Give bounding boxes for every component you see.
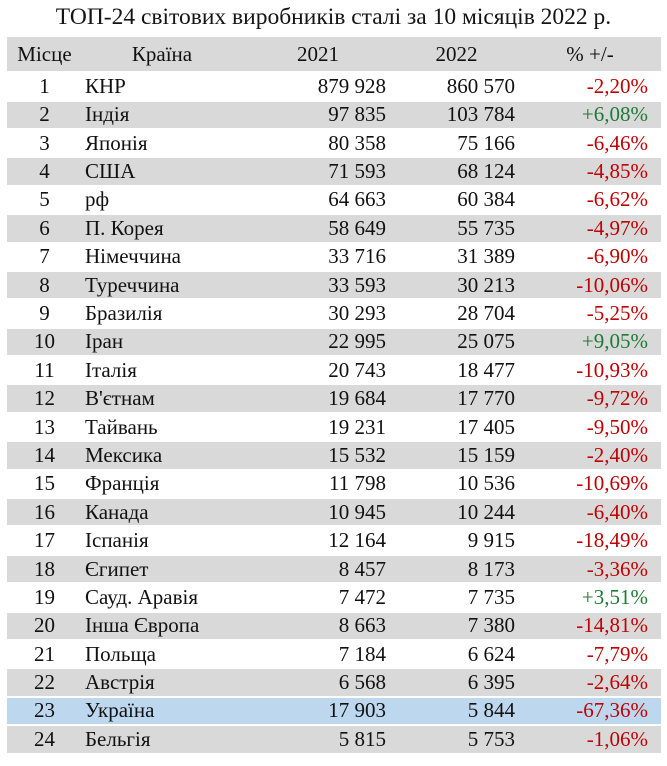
percent-change-cell: +6,08% bbox=[519, 102, 661, 128]
country-cell: Мексика bbox=[82, 442, 242, 468]
country-cell: Франція bbox=[85, 471, 160, 496]
table-row bbox=[7, 641, 661, 667]
value-2022-cell: 28 704 bbox=[457, 301, 515, 325]
value-2022-cell: 68 124 bbox=[394, 158, 519, 184]
place-cell: 23 bbox=[7, 698, 82, 724]
value-2021-cell: 8 457 bbox=[242, 556, 394, 582]
place-cell: 15 bbox=[34, 471, 55, 496]
table-row bbox=[7, 584, 661, 610]
table-row bbox=[7, 442, 661, 468]
place-cell: 4 bbox=[7, 158, 82, 184]
value-2022-cell: 860 570 bbox=[446, 73, 515, 98]
percent-change-cell: -7,79% bbox=[586, 641, 648, 666]
value-2022-cell: 9 915 bbox=[467, 528, 515, 553]
percent-change-cell: -4,85% bbox=[519, 158, 661, 184]
percent-change-cell: -5,25% bbox=[586, 301, 648, 325]
value-2021-cell: 22 995 bbox=[242, 329, 394, 355]
table-row bbox=[7, 215, 661, 241]
country-cell: Італія bbox=[85, 357, 137, 382]
table-body bbox=[7, 73, 661, 752]
value-2022-cell: 7 735 bbox=[467, 584, 515, 609]
table-row bbox=[7, 244, 661, 270]
percent-change-cell: -9,50% bbox=[586, 414, 648, 439]
table-row bbox=[7, 187, 661, 213]
column-header-place: Місце bbox=[7, 37, 82, 71]
table-row bbox=[7, 102, 661, 128]
country-cell: Туреччина bbox=[82, 272, 242, 298]
value-2022-cell: 5 753 bbox=[394, 726, 519, 752]
table-row bbox=[7, 669, 661, 695]
country-cell: Бразилія bbox=[85, 301, 163, 325]
value-2022-cell: 103 784 bbox=[394, 102, 519, 128]
country-cell: Німеччина bbox=[85, 244, 182, 269]
country-cell: Сауд. Аравія bbox=[85, 584, 199, 609]
table-row bbox=[7, 130, 661, 156]
value-2022-cell: 60 384 bbox=[457, 187, 515, 212]
table-row bbox=[7, 300, 661, 326]
table-row bbox=[7, 471, 661, 497]
place-cell: 17 bbox=[34, 528, 55, 553]
column-header-country: Країна bbox=[82, 37, 242, 71]
value-2022-cell: 8 173 bbox=[394, 556, 519, 582]
country-cell: П. Корея bbox=[82, 215, 242, 241]
place-cell: 2 bbox=[7, 102, 82, 128]
table-row bbox=[7, 527, 661, 553]
column-header-pct: % +/- bbox=[519, 37, 661, 71]
table-row bbox=[7, 499, 661, 525]
value-2022-cell: 17 770 bbox=[394, 385, 519, 411]
table-header bbox=[7, 37, 661, 71]
percent-change-cell: -2,20% bbox=[586, 73, 648, 98]
percent-change-cell: -4,97% bbox=[519, 215, 661, 241]
place-cell: 21 bbox=[34, 641, 55, 666]
value-2022-cell: 30 213 bbox=[394, 272, 519, 298]
place-cell: 3 bbox=[39, 130, 50, 155]
country-cell: Єгипет bbox=[82, 556, 242, 582]
percent-change-cell: -18,49% bbox=[576, 528, 648, 553]
value-2021-cell: 7 472 bbox=[338, 584, 386, 609]
place-cell: 22 bbox=[7, 669, 82, 695]
value-2022-cell: 7 380 bbox=[394, 613, 519, 639]
value-2021-cell: 5 815 bbox=[242, 726, 394, 752]
table-row bbox=[7, 556, 661, 582]
country-cell: Іран bbox=[82, 329, 242, 355]
value-2021-cell: 7 184 bbox=[338, 641, 386, 666]
place-cell: 16 bbox=[7, 499, 82, 525]
country-cell: Україна bbox=[82, 698, 242, 724]
value-2022-cell: 5 844 bbox=[394, 698, 519, 724]
percent-change-cell: -6,46% bbox=[586, 130, 648, 155]
value-2021-cell: 19 231 bbox=[328, 414, 386, 439]
table-row bbox=[7, 385, 661, 411]
percent-change-cell: -10,69% bbox=[576, 471, 648, 496]
value-2021-cell: 6 568 bbox=[242, 669, 394, 695]
place-cell: 19 bbox=[34, 584, 55, 609]
country-cell: Японія bbox=[85, 130, 148, 155]
value-2022-cell: 17 405 bbox=[457, 414, 515, 439]
country-cell: Індія bbox=[82, 102, 242, 128]
value-2021-cell: 33 593 bbox=[242, 272, 394, 298]
value-2021-cell: 64 663 bbox=[328, 187, 386, 212]
value-2022-cell: 15 159 bbox=[394, 442, 519, 468]
country-cell: рф bbox=[85, 187, 110, 212]
value-2021-cell: 17 903 bbox=[242, 698, 394, 724]
percent-change-cell: -9,72% bbox=[519, 385, 661, 411]
place-cell: 12 bbox=[7, 385, 82, 411]
country-cell: Канада bbox=[82, 499, 242, 525]
value-2021-cell: 879 928 bbox=[317, 73, 386, 98]
place-cell: 9 bbox=[39, 301, 50, 325]
value-2021-cell: 71 593 bbox=[242, 158, 394, 184]
percent-change-cell: -3,36% bbox=[519, 556, 661, 582]
value-2021-cell: 8 663 bbox=[242, 613, 394, 639]
value-2021-cell: 33 716 bbox=[328, 244, 386, 269]
country-cell: Іспанія bbox=[85, 528, 149, 553]
value-2022-cell: 10 244 bbox=[394, 499, 519, 525]
country-cell: Інша Європа bbox=[82, 613, 242, 639]
value-2021-cell: 20 743 bbox=[328, 357, 386, 382]
percent-change-cell: -10,06% bbox=[519, 272, 661, 298]
place-cell: 5 bbox=[39, 187, 50, 212]
table-row bbox=[7, 414, 661, 440]
value-2022-cell: 75 166 bbox=[457, 130, 515, 155]
country-cell: КНР bbox=[85, 73, 126, 98]
place-cell: 24 bbox=[7, 726, 82, 752]
percent-change-cell: -14,81% bbox=[519, 613, 661, 639]
value-2021-cell: 10 945 bbox=[242, 499, 394, 525]
column-header-2022: 2022 bbox=[394, 37, 519, 71]
place-cell: 20 bbox=[7, 613, 82, 639]
value-2021-cell: 15 532 bbox=[242, 442, 394, 468]
value-2022-cell: 10 536 bbox=[457, 471, 515, 496]
value-2022-cell: 6 395 bbox=[394, 669, 519, 695]
value-2021-cell: 80 358 bbox=[328, 130, 386, 155]
table-row bbox=[7, 158, 661, 184]
value-2022-cell: 25 075 bbox=[394, 329, 519, 355]
column-header-2021: 2021 bbox=[242, 37, 394, 71]
place-cell: 8 bbox=[7, 272, 82, 298]
percent-change-cell: -67,36% bbox=[519, 698, 661, 724]
percent-change-cell: -6,40% bbox=[519, 499, 661, 525]
value-2022-cell: 31 389 bbox=[457, 244, 515, 269]
country-cell: Бельгія bbox=[82, 726, 242, 752]
country-cell: В'єтнам bbox=[82, 385, 242, 411]
table-row bbox=[7, 726, 661, 752]
value-2021-cell: 11 798 bbox=[329, 471, 386, 496]
percent-change-cell: -1,06% bbox=[519, 726, 661, 752]
value-2021-cell: 30 293 bbox=[328, 301, 386, 325]
percent-change-cell: -2,40% bbox=[519, 442, 661, 468]
value-2022-cell: 18 477 bbox=[457, 357, 515, 382]
table-header-row bbox=[7, 37, 661, 71]
value-2021-cell: 12 164 bbox=[328, 528, 386, 553]
table-row bbox=[7, 357, 661, 383]
table-row bbox=[7, 272, 661, 298]
country-cell: США bbox=[82, 158, 242, 184]
value-2021-cell: 97 835 bbox=[242, 102, 394, 128]
table-row bbox=[7, 698, 661, 724]
place-cell: 14 bbox=[7, 442, 82, 468]
steel-producers-table bbox=[7, 35, 661, 754]
table-row bbox=[7, 329, 661, 355]
percent-change-cell: -2,64% bbox=[519, 669, 661, 695]
percent-change-cell: +9,05% bbox=[519, 329, 661, 355]
table-row bbox=[7, 613, 661, 639]
value-2022-cell: 55 735 bbox=[394, 215, 519, 241]
place-cell: 1 bbox=[39, 73, 50, 98]
percent-change-cell: -10,93% bbox=[576, 357, 648, 382]
place-cell: 13 bbox=[34, 414, 55, 439]
place-cell: 18 bbox=[7, 556, 82, 582]
value-2022-cell: 6 624 bbox=[467, 641, 515, 666]
place-cell: 10 bbox=[7, 329, 82, 355]
value-2021-cell: 58 649 bbox=[242, 215, 394, 241]
percent-change-cell: -6,62% bbox=[586, 187, 648, 212]
place-cell: 6 bbox=[7, 215, 82, 241]
place-cell: 7 bbox=[39, 244, 50, 269]
country-cell: Австрія bbox=[82, 669, 242, 695]
value-2021-cell: 19 684 bbox=[242, 385, 394, 411]
country-cell: Польща bbox=[85, 641, 156, 666]
table-row bbox=[7, 73, 661, 99]
percent-change-cell: -6,90% bbox=[586, 244, 648, 269]
percent-change-cell: +3,51% bbox=[581, 584, 648, 609]
place-cell: 11 bbox=[34, 357, 55, 382]
page-title: ТОП-24 світових виробників сталі за 10 місяців 2022 р. bbox=[55, 4, 612, 30]
country-cell: Тайвань bbox=[85, 414, 158, 439]
